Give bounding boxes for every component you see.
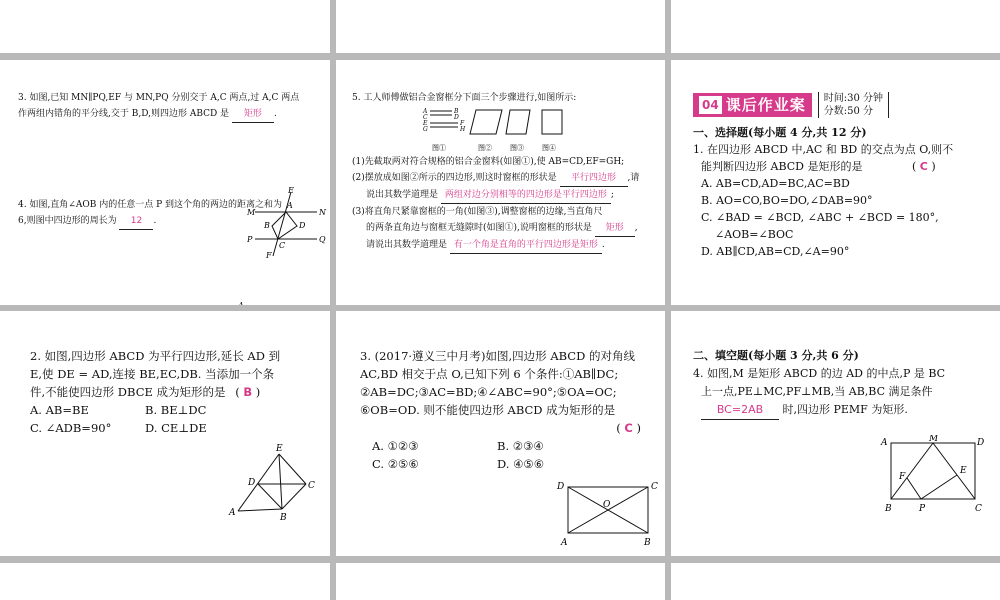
time-limit: 时间:30 分钟 (823, 93, 883, 104)
q4b-figure (877, 435, 997, 515)
fig-label-4: 图④ (542, 144, 556, 152)
hw-q1-line1: 1. 在四边形 ABCD 中,AC 和 BD 的交点为点 O,则不 (693, 143, 954, 156)
banner-number: 04 (699, 96, 722, 114)
q2-figure (228, 441, 328, 521)
bottom-card-1 (0, 563, 330, 600)
label-E: E (288, 186, 294, 195)
hw-q1-answer: C (919, 160, 928, 173)
top-card-2 (336, 0, 665, 53)
hw-q1-line2: 能判断四边形 ABCD 是矩形的是 (701, 160, 863, 173)
hw-q1-optC2: ∠AOB=∠BOC (715, 228, 794, 241)
label-F: F (266, 251, 272, 260)
card-homework: 04 课后作业案 时间:30 分钟 分数:50 分 一、选择题(每小题 4 分,共 12 分) 1. 在四边形 ABCD 中,AC 和 BD 的交点为点 O,则不 能判断四边形 ABCD 是矩形的是 ( C ) A. AB=CD,AD=BC,AC=BD B. AO=CO,BO=DO,∠DAB=90° C. ∠BAD = ∠BCD, ∠ABC + ∠BCD = 180°, ∠AOB=∠BOC D. AB∥CD,AB=CD,∠A=90° (671, 60, 1000, 305)
q4-top-line2: 6,则图中四边形的周长为 (18, 216, 117, 226)
card-q3-q4-top: 3. 如图,已知 MN∥PQ,EF 与 MN,PQ 分别交于 A,C 两点,过 A,C 两点 作两组内错角的平分线,交于 B,D,则四边形 ABCD 是 矩形 . M N P Q E F A B C D 4. 如图,直角∠AOB 内的任意一点 P 到这个角的两边的距离之和为 6,则图中四边形的周长为 12 . A (0, 60, 330, 305)
q5-step2b-answer: 两组对边分别相等的四边形是平行四边形 (441, 187, 611, 204)
q2-line3: 件,不能使四边形 DBCE 成为矩形的是 (30, 385, 226, 399)
label-A: A (287, 201, 293, 210)
label-C: C (279, 241, 286, 250)
q5-step2-answer: 平行四边形 (560, 170, 628, 187)
q5-step2: (2)摆放成如图②所示的四边形,则这时窗框的形状是 (352, 173, 557, 183)
q5-step3c-answer: 有一个角是直角的平行四边形是矩形 (450, 237, 602, 254)
svg-text:G: G (423, 126, 428, 133)
q3b-optD: D. ④⑤⑥ (497, 457, 545, 471)
card-q3b: 3. (2017·遵义三中月考)如图,四边形 ABCD 的对角线 AC,BD 相交于点 O,已知下列 6 个条件:①AB∥DC; ②AB=DC;③AC=BD;④∠ABC=90°;⑤OA=OC; ⑥OB=OD. 则不能使四边形 ABCD 成为矩形的是 ( C ) A. ①②③ B. ②③④ C. ②⑤⑥ D. ④⑤⑥ D C O A B (336, 311, 665, 556)
label-M: M (247, 208, 256, 217)
q4b-line3: 时,四边形 PEMF 为矩形. (782, 403, 908, 416)
card-q2: 2. 如图,四边形 ABCD 为平行四边形,延长 AD 到 E,使 DE = AD,连接 BE,EC,DB. 当添加一个条 件,不能使四边形 DBCE 成为矩形的是 ( B ) A. AB=BE B. BE⊥DC C. ∠ADB=90° D. CE⊥DE E D C A B (0, 311, 330, 556)
fig-label-2: 图② (478, 144, 492, 152)
label-B-q3b: B (644, 538, 651, 548)
svg-text:D: D (454, 114, 459, 121)
q3-top-answer: 矩形 (232, 106, 274, 123)
label-A-q2: A (229, 508, 236, 518)
q2-answer: B (243, 385, 253, 399)
label-B-q2: B (280, 513, 287, 521)
label-C-q4b: C (975, 504, 982, 514)
q3b-optA: A. ①②③ (372, 439, 419, 453)
q3b-line1: 3. (2017·遵义三中月考)如图,四边形 ABCD 的对角线 (360, 349, 635, 363)
window-frame-figure (418, 106, 618, 154)
q2-optB: B. BE⊥DC (145, 403, 207, 417)
q5-step1: (1)先截取两对符合规格的铝合金窗料(如图①),使 AB=CD,EF=GH; (352, 157, 625, 167)
q2-line1: 2. 如图,四边形 ABCD 为平行四边形,延长 AD 到 (30, 349, 281, 363)
label-B-q4b: B (885, 504, 892, 514)
label-P-q4b: P (919, 504, 926, 514)
q4b-line1: 4. 如图,M 是矩形 ABCD 的边 AD 的中点,P 是 BC (693, 367, 946, 380)
fig-label-1: 图① (432, 144, 446, 152)
q4b-answer: BC=2AB (701, 401, 779, 420)
label-B: B (264, 221, 270, 230)
hw-q1-optD: D. AB∥CD,AB=CD,∠A=90° (701, 245, 850, 258)
label-P: P (247, 235, 253, 244)
q2-optA: A. AB=BE (30, 403, 89, 417)
hw-q1-optB: B. AO=CO,BO=DO,∠DAB=90° (701, 194, 873, 207)
q4b-line2: 上一点,PE⊥MC,PF⊥MB,当 AB,BC 满足条件 (701, 385, 933, 398)
q5-step3b: 的两条直角边与窗框无缝隙时(如图①),说明窗框的形状是 (366, 223, 592, 233)
label-N: N (319, 208, 326, 217)
card-q4b (671, 311, 1000, 556)
q3b-optC: C. ②⑤⑥ (372, 457, 419, 471)
svg-text:A: A (423, 108, 428, 115)
section-choice-heading: 一、选择题(每小题 4 分,共 12 分) (693, 126, 867, 139)
label-D-q3b: D (557, 482, 565, 492)
mn-pq-figure (247, 186, 327, 261)
top-card-3 (671, 0, 1000, 53)
q4-top-line1: 4. 如图,直角∠AOB 内的任意一点 P 到这个角的两边的距离之和为 (18, 200, 282, 210)
svg-text:E: E (423, 120, 428, 127)
q5-step2b: 说出其数学道理是 (366, 190, 439, 200)
total-score: 分数:50 分 (823, 106, 873, 117)
top-card-1 (0, 0, 330, 53)
q3-top-line2: 作两组内错角的平分线,交于 B,D,则四边形 ABCD 是 (18, 109, 230, 119)
label-Q: Q (319, 235, 326, 244)
section-fill-heading: 二、填空题(每小题 3 分,共 6 分) (693, 349, 859, 362)
svg-text:H: H (460, 126, 466, 133)
svg-text:F: F (460, 120, 465, 127)
q3b-line2: AC,BD 相交于点 O,已知下列 6 个条件:①AB∥DC; (360, 367, 619, 381)
label-E-q4b: E (960, 466, 967, 476)
label-F-q4b: F (899, 472, 906, 482)
q5-step3b-answer: 矩形 (595, 220, 635, 237)
q3b-answer: C (624, 421, 633, 435)
label-A-q4b: A (881, 438, 888, 448)
q2-optD: D. CE⊥DE (145, 421, 207, 435)
q5-step3c: 请说出其数学道理是 (366, 240, 448, 250)
svg-text:B: B (454, 108, 459, 115)
q3b-line3: ②AB=DC;③AC=BD;④∠ABC=90°;⑤OA=OC; (360, 385, 617, 399)
fig-label-3: 图③ (510, 144, 524, 152)
homework-banner (693, 92, 990, 118)
q2-optC: C. ∠ADB=90° (30, 421, 112, 435)
hw-q1-optA: A. AB=CD,AD=BC,AC=BD (701, 177, 850, 190)
label-M-q4b: M (929, 435, 939, 444)
label-D: D (299, 221, 306, 230)
label-A-q3b: A (561, 538, 568, 548)
label-A-aob: A (238, 301, 244, 310)
q2-line2: E,使 DE = AD,连接 BE,EC,DB. 当添加一个条 (30, 367, 275, 381)
hw-q1-optC1: C. ∠BAD = ∠BCD, ∠ABC + ∠BCD = 180°, (701, 211, 939, 224)
bottom-card-2 (336, 563, 665, 600)
label-D-q2: D (248, 478, 256, 488)
banner-title: 课后作业案 (725, 96, 806, 114)
q3-top-line1: 3. 如图,已知 MN∥PQ,EF 与 MN,PQ 分别交于 A,C 两点,过 A,C 两点 (18, 93, 300, 103)
label-C-q2: C (308, 481, 315, 491)
bottom-card-3 (671, 563, 1000, 600)
aob-figure (236, 300, 326, 310)
label-E-q2: E (276, 444, 283, 454)
label-C-q3b: C (651, 482, 658, 492)
q5-step3a: (3)将直角尺紧靠窗框的一角(如图③),调整窗框的边缘,当直角尺 (352, 207, 603, 217)
q5-top-line1: 5. 工人师傅做铝合金窗框分下面三个步骤进行,如图所示: (352, 93, 577, 103)
label-O-q3b: O (603, 500, 611, 510)
q3b-figure (552, 481, 662, 549)
q3b-line4: ⑥OB=OD. 则不能使四边形 ABCD 成为矩形的是 (360, 403, 616, 417)
svg-text:C: C (423, 114, 428, 121)
q4-top-answer: 12 (119, 213, 153, 230)
q3b-optB: B. ②③④ (497, 439, 544, 453)
card-q5-top: 5. 工人师傅做铝合金窗框分下面三个步骤进行,如图所示: A B C D E F G H 图① 图② 图③ 图④ (1)先截取两对符合规格的铝合金窗料(如图①),使 AB=CD,EF=GH; (2)摆放成如图②所示的四边形,则这时窗框的形状是 平行四边形 ,请 说出其数学道理是 两组对边分别相等的四边形是平行四边形 ; (3)将直角尺紧靠窗框的一角(如图③),调整窗框的边缘,当直角尺 的两条直角边与窗框无缝隙时(如图①),说明窗框的形状是 矩形 , 请说出其数学道理是 有一个角是直角的平行四边形是矩形 . (336, 60, 665, 305)
label-D-q4b: D (977, 438, 985, 448)
